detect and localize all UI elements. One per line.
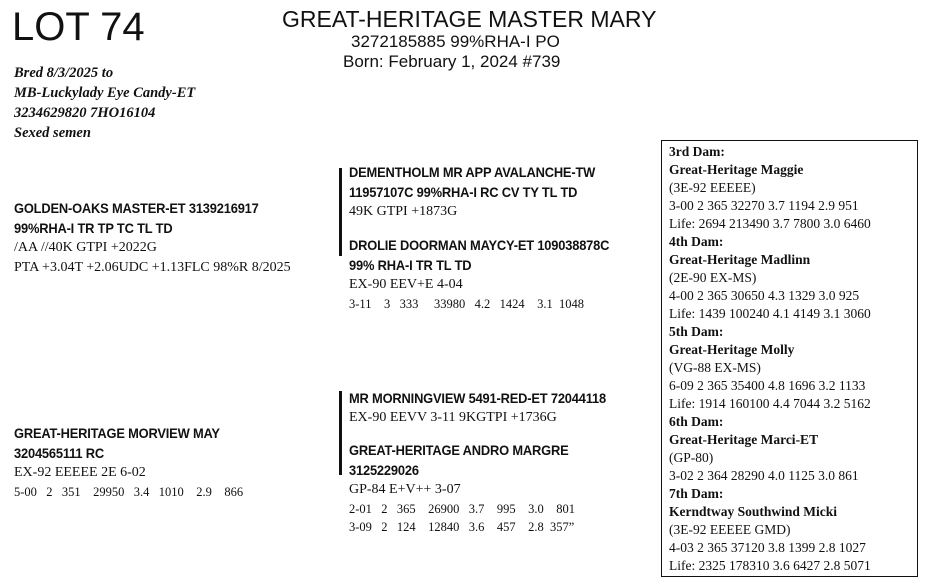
- dam-dam-name: GREAT-HERITAGE ANDRO MARGRE: [349, 442, 569, 458]
- sire-dam-classification: EX-90 EEV+E 4-04: [349, 277, 463, 292]
- dam-entry-class: (3E-92 EEEEE): [669, 180, 756, 195]
- dam-classification: EX-92 EEEEE 2E 6-02: [14, 465, 146, 480]
- dam-entry-3: [669, 143, 917, 233]
- dam-dam-classification: GP-84 E+V++ 3-07: [349, 482, 461, 497]
- dam-entry-name: Kerndtway Southwind Micki: [669, 504, 838, 519]
- animal-name: GREAT-HERITAGE MASTER MARY: [282, 6, 657, 32]
- sire-sire-gtpi: 49K GTPI +1873G: [349, 204, 458, 219]
- sire-side-bar: [339, 168, 342, 256]
- dam-dam-record-2: 3-09 2 124 12840 3.6 457 2.8 357”: [349, 520, 575, 534]
- dam-reg: 3204565111 RC: [14, 445, 105, 461]
- registration: 3272185885 99%RHA-I PO: [351, 32, 560, 51]
- dam-entry-label: 4th Dam:: [669, 234, 724, 249]
- sire-reg: 99%RHA-I TR TP TC TL TD: [14, 220, 173, 236]
- dam-entry-6: [669, 413, 917, 485]
- dam-sire-info: EX-90 EEVV 3-11 9KGTPI +1736G: [349, 410, 557, 425]
- sire-dam-record: 3-11 3 333 33980 4.2 1424 3.1 1048: [349, 297, 584, 311]
- dam-sire-block: [349, 388, 628, 428]
- dam-entry-class: (3E-92 EEEEE GMD): [669, 522, 791, 537]
- sire-block: [14, 198, 291, 278]
- dam-entry-record: 3-02 2 364 28290 4.0 1125 3.0 861: [669, 468, 859, 483]
- dam-sire-name: MR MORNINGVIEW 5491-RED-ET 72044118: [349, 390, 606, 406]
- dam-entry-record: 6-09 2 365 35400 4.8 1696 3.2 1133: [669, 378, 866, 393]
- dam-block: [14, 423, 243, 501]
- dam-entry-name: Great-Heritage Molly: [669, 342, 795, 357]
- maternal-lineage-box: [661, 140, 918, 577]
- dam-entry-record: 4-03 2 365 37120 3.8 1399 2.8 1027: [669, 540, 866, 555]
- dam-side-bar: [339, 391, 342, 475]
- dam-entry-life: Life: 2694 213490 3.7 7800 3.0 6460: [669, 216, 871, 231]
- dam-entry-life: Life: 1914 160100 4.4 7044 3.2 5162: [669, 396, 871, 411]
- dam-entry-label: 5th Dam:: [669, 324, 724, 339]
- sire-sire-reg: 11957107C 99%RHA-I RC CV TY TL TD: [349, 184, 578, 200]
- dam-entry-life: Life: 1439 100240 4.1 4149 3.1 3060: [669, 306, 871, 321]
- dam-entry-label: 3rd Dam:: [669, 144, 725, 159]
- dam-entry-5: [669, 323, 917, 413]
- dam-entry-label: 6th Dam:: [669, 414, 724, 429]
- dam-dam-reg: 3125229026: [349, 462, 419, 478]
- dam-entry-label: 7th Dam:: [669, 486, 724, 501]
- dam-entry-record: 4-00 2 365 30650 4.3 1329 3.0 925: [669, 288, 860, 303]
- sire-dam-name: DROLIE DOORMAN MAYCY-ET 109038878C: [349, 237, 610, 253]
- dam-entry-name: Great-Heritage Marci-ET: [669, 432, 819, 447]
- bred-semen: Sexed semen: [14, 125, 91, 141]
- dam-entry-4: [669, 233, 917, 323]
- dam-entry-class: (VG-88 EX-MS): [669, 360, 761, 375]
- dam-record: 5-00 2 351 29950 3.4 1010 2.9 866: [14, 485, 244, 499]
- sire-gtpi: /AA //40K GTPI +2022G: [14, 240, 157, 255]
- bred-sire: MB-Luckylady Eye Candy-ET: [14, 85, 196, 101]
- bred-info: [14, 63, 195, 143]
- birth-date: Born: February 1, 2024 #739: [343, 52, 561, 71]
- dam-entry-class: (2E-90 EX-MS): [669, 270, 757, 285]
- dam-dam-block: [349, 440, 588, 536]
- sire-dam-block: [349, 235, 632, 313]
- bred-sire-reg: 3234629820 7HO16104: [14, 105, 156, 121]
- dam-entry-record: 3-00 2 365 32270 3.7 1194 2.9 951: [669, 198, 859, 213]
- bred-date: Bred 8/3/2025 to: [14, 65, 114, 81]
- sire-dam-reg: 99% RHA-I TR TL TD: [349, 257, 472, 273]
- dam-entry-7: [669, 485, 917, 575]
- dam-entry-name: Great-Heritage Madlinn: [669, 252, 811, 267]
- dam-entry-life: Life: 2325 178310 3.6 6427 2.8 5071: [669, 558, 871, 573]
- sire-pta: PTA +3.04T +2.06UDC +1.13FLC 98%R 8/2025: [14, 260, 291, 275]
- dam-entry-name: Great-Heritage Maggie: [669, 162, 804, 177]
- dam-dam-record-1: 2-01 2 365 26900 3.7 995 3.0 801: [349, 502, 576, 516]
- sire-name: GOLDEN-OAKS MASTER-ET 3139216917: [14, 200, 259, 216]
- lot-number: LOT 74: [12, 5, 145, 49]
- dam-name: GREAT-HERITAGE MORVIEW MAY: [14, 425, 220, 441]
- sire-sire-block: [349, 162, 617, 222]
- sire-sire-name: DEMENTHOLM MR APP AVALANCHE-TW: [349, 164, 596, 180]
- dam-entry-class: (GP-80): [669, 450, 714, 465]
